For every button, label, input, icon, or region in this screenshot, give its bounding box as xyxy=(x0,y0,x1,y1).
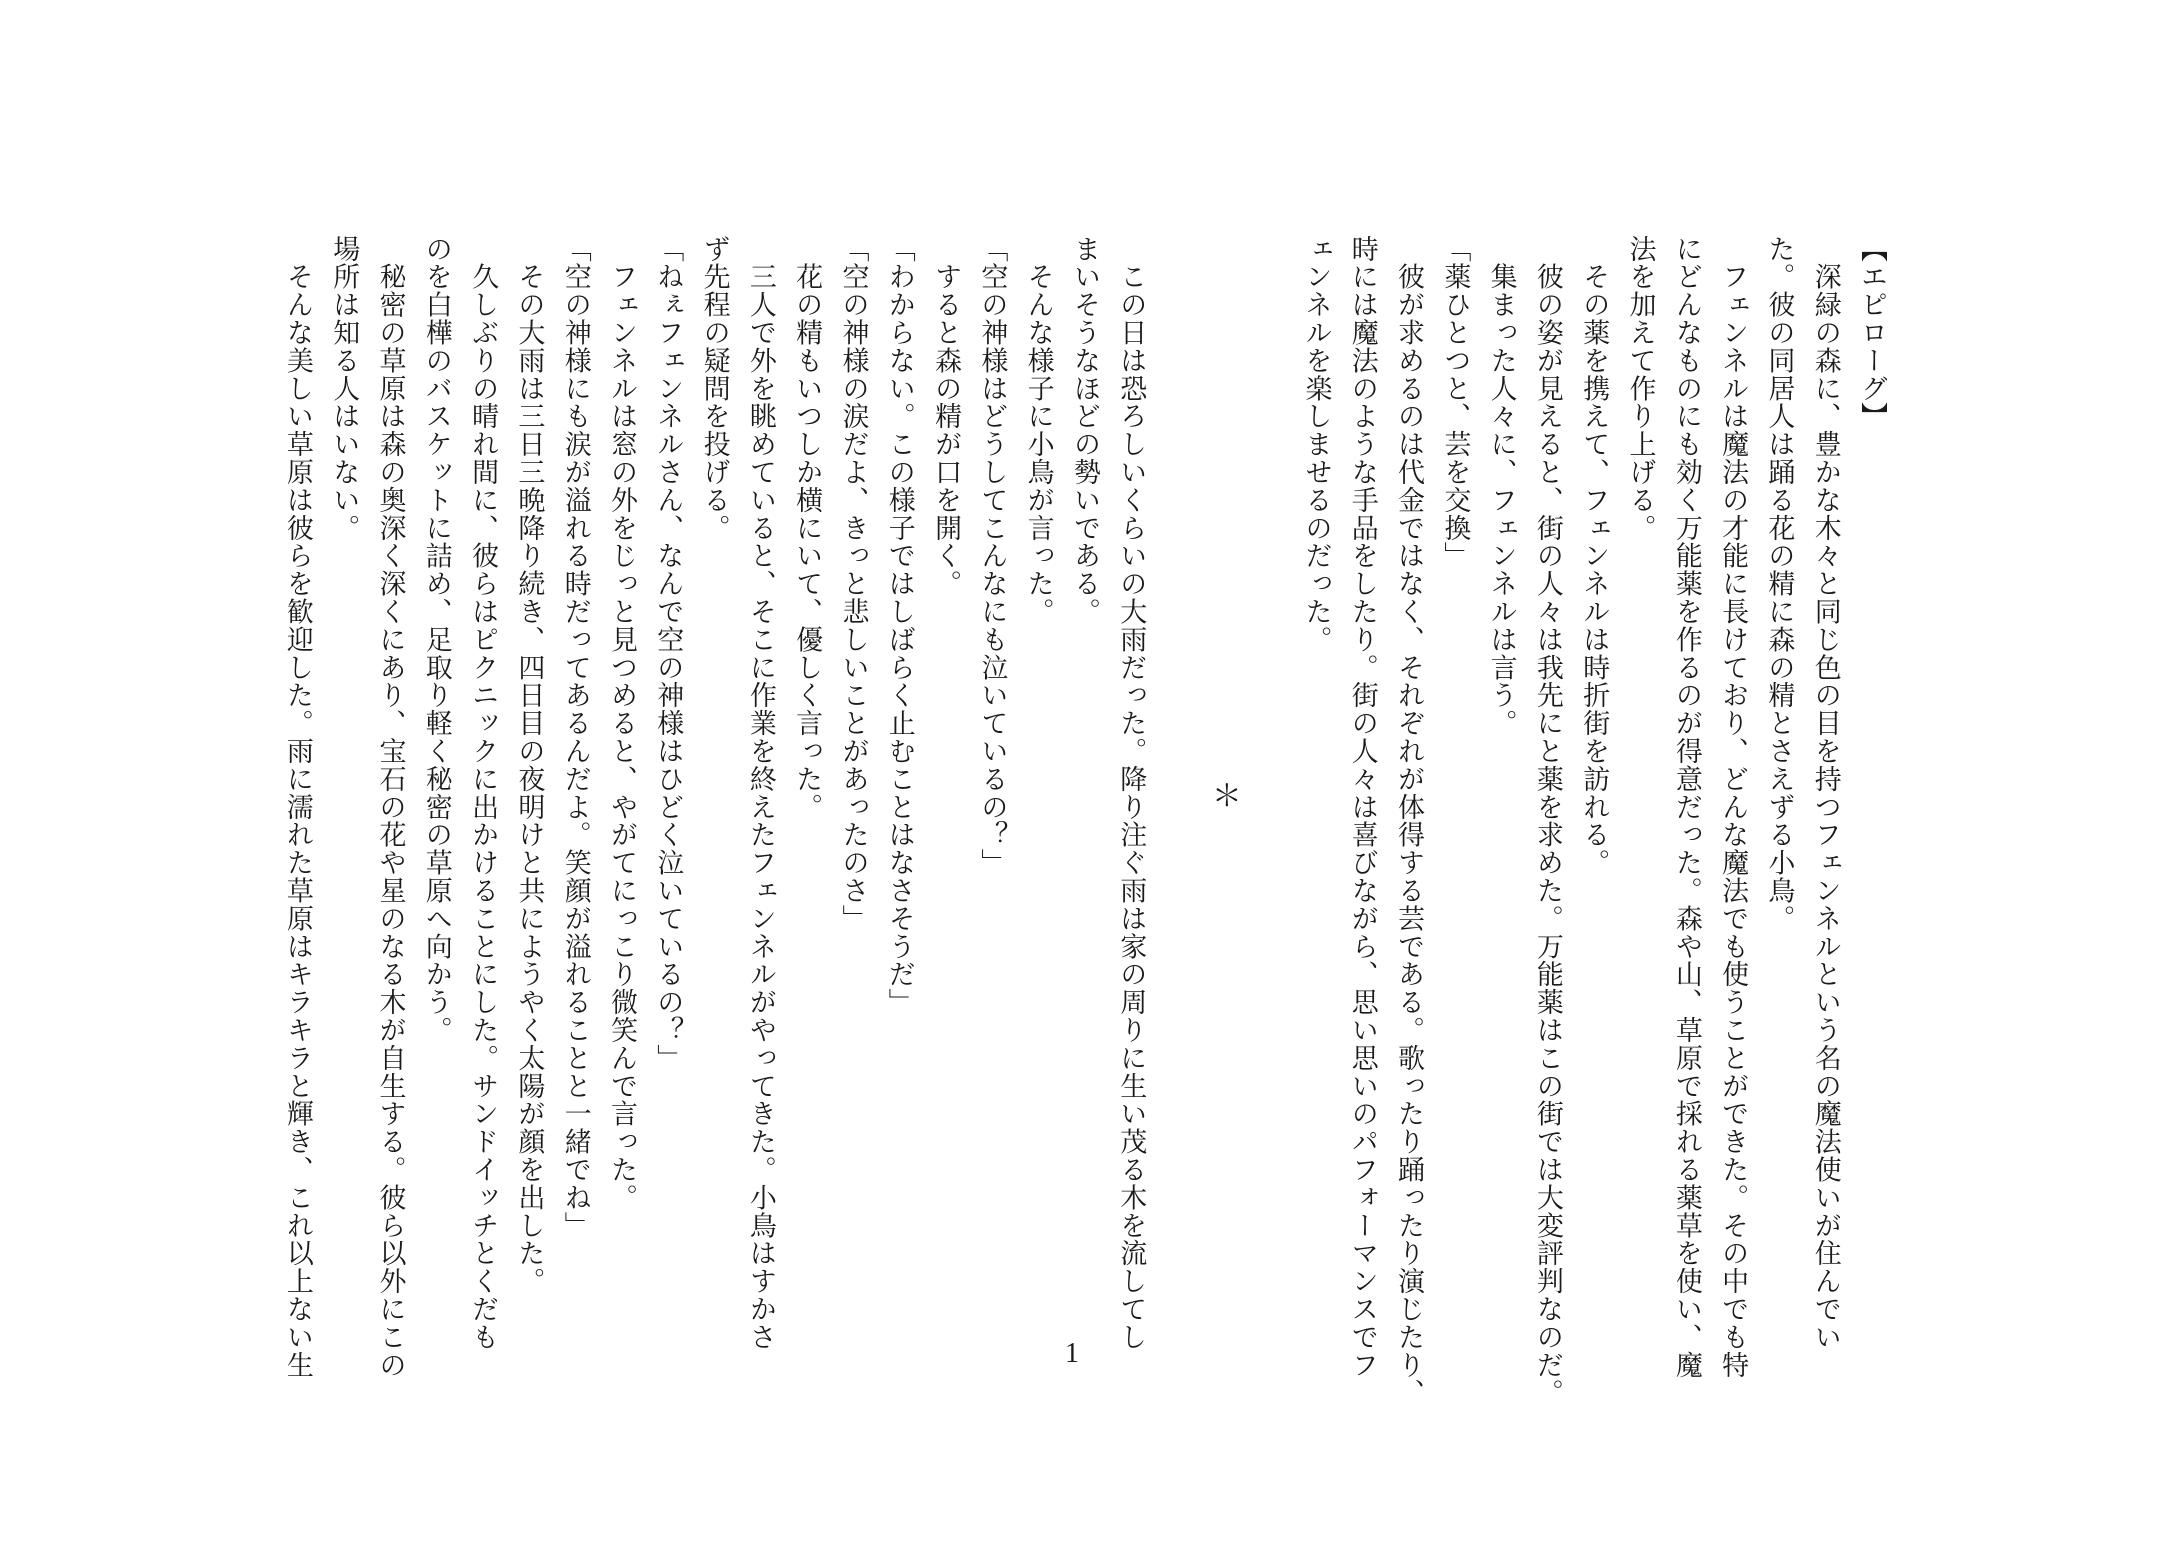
paragraph-line: その薬を携えて、フェンネルは時折街を訪れる。 xyxy=(1578,235,1610,877)
paragraph-line: ず先程の疑問を投げる。 xyxy=(698,235,730,542)
paragraph-line: 「空の神様の涙だよ、きっと悲しいことがあったのさ」 xyxy=(837,235,869,933)
paragraph-line: にどんなものにも効く万能薬を作るのが得意だった。森や山、草原で採れる薬草を使い、魔 xyxy=(1670,235,1702,1379)
paragraph-line: 三人で外を眺めていると、そこに作業を終えたフェンネルがやってきた。小鳥はすかさ xyxy=(744,235,776,1351)
paragraph-line: 深緑の森に、豊かな木々と同じ色の目を持つフェンネルという名の魔法使いが住んでい xyxy=(1809,235,1841,1351)
vertical-text-body xyxy=(274,235,1894,1407)
paragraph-line: そんな美しい草原は彼らを歓迎した。雨に濡れた草原はキラキラと輝き、これ以上ない生 xyxy=(281,235,313,1379)
paragraph-line: 場所は知る人はいない。 xyxy=(328,235,360,542)
paragraph-line: た。彼の同居人は踊る花の精に森の精とさえずる小鳥。 xyxy=(1763,235,1795,933)
paragraph-line: 「空の神様にも涙が溢れる時だってあるんだよ。笑顔が溢れることと一緒でね」 xyxy=(559,235,591,1240)
paragraph-line: まいそうなほどの勢いである。 xyxy=(1068,235,1100,626)
paragraph-line: 「わからない。この様子ではしばらく止むことはなさそうだ」 xyxy=(883,235,915,1017)
paragraph-line: すると森の精が口を開く。 xyxy=(930,235,962,598)
paragraph-line: ェンネルを楽しませるのだった。 xyxy=(1300,235,1332,654)
paragraph-line: 集まった人々に、フェンネルは言う。 xyxy=(1485,235,1517,738)
section-separator: ＊ xyxy=(1205,779,1241,811)
paragraph-line: その大雨は三日三晩降り続き、四日目の夜明けと共にようやく太陽が顔を出した。 xyxy=(513,235,545,1296)
blank-line xyxy=(1153,235,1199,1355)
paragraph-line: 「ねぇフェンネルさん、なんで空の神様はひどく泣いているの？」 xyxy=(652,235,684,1072)
paragraph-line: 法を加えて作り上げる。 xyxy=(1624,235,1656,542)
page-number: 1 xyxy=(1065,1338,1079,1369)
blank-line xyxy=(1246,235,1292,1355)
paragraph-line: 久しぶりの晴れ間に、彼らはピクニックに出かけることにした。サンドイッチとくだも xyxy=(467,235,499,1351)
paragraph-line: のを白樺のバスケットに詰め、足取り軽く秘密の草原へ向かう。 xyxy=(420,235,452,1045)
paragraph-line: 花の精もいつしか横にいて、優しく言った。 xyxy=(791,235,823,821)
paragraph-line: 時には魔法のような手品をしたり。街の人々は喜びながら、思い思いのパフォーマンスでフ xyxy=(1346,235,1378,1379)
paragraph-line: そんな様子に小鳥が言った。 xyxy=(1022,235,1054,626)
paragraph-line: フェンネルは魔法の才能に長けており、どんな魔法でも使うことができた。その中でも特 xyxy=(1717,235,1749,1379)
paragraph-line: 「空の神様はどうしてこんなにも泣いているの？」 xyxy=(976,235,1008,877)
paragraph-line: 「薬ひとつと、芸を交換」 xyxy=(1439,235,1471,570)
paragraph-line: この日は恐ろしいくらいの大雨だった。降り注ぐ雨は家の周りに生い茂る木を流してし xyxy=(1115,235,1147,1352)
paragraph-line: フェンネルは窓の外をじっと見つめると、やがてにっこり微笑んで言った。 xyxy=(605,235,637,1212)
paragraph-line: 秘密の草原は森の奥深く深くにあり、宝石の花や星のなる木が自生する。彼ら以外にこの xyxy=(374,235,406,1379)
paragraph-line: 彼の姿が見えると、街の人々は我先にと薬を求めた。万能薬はこの街では大変評判なのだ。 xyxy=(1531,235,1563,1407)
chapter-heading: 【エピローグ】 xyxy=(1856,235,1887,431)
paragraph-line: 彼が求めるのは代金ではなく、それぞれが体得する芸である。歌ったり踊ったり演じたり、 xyxy=(1393,235,1425,1407)
